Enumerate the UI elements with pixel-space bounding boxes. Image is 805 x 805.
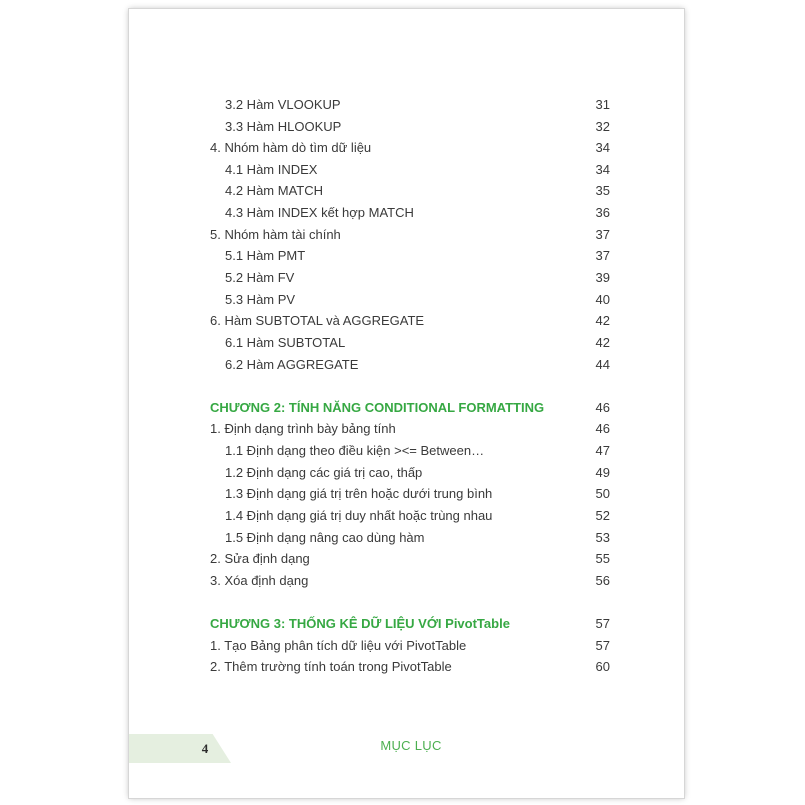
toc-entry-label: 3.2 Hàm VLOOKUP xyxy=(225,97,341,112)
toc-entry-label: 6.2 Hàm AGGREGATE xyxy=(225,357,359,372)
toc-entry-label: 5.3 Hàm PV xyxy=(225,292,296,307)
chapter-title: CHƯƠNG 3: THỐNG KÊ DỮ LIỆU VỚI PivotTable xyxy=(210,616,510,631)
toc-entry-label: 1. Tạo Bảng phân tích dữ liệu với PivotTable xyxy=(210,638,467,653)
toc-entry-label: 4.2 Hàm MATCH xyxy=(225,183,323,198)
toc-entry-label: 4. Nhóm hàm dò tìm dữ liệu xyxy=(210,140,372,155)
toc-entry-label: 3. Xóa định dạng xyxy=(210,573,309,588)
chapter-title: CHƯƠNG 2: TÍNH NĂNG CONDITIONAL FORMATTING xyxy=(210,400,545,415)
toc-entry-page: 56 xyxy=(595,573,610,588)
toc-entry-page: 35 xyxy=(595,183,610,198)
running-head: MỤC LỤC xyxy=(380,738,442,753)
toc-entry-page: 46 xyxy=(595,400,610,415)
toc-entry-label: 4.3 Hàm INDEX kết hợp MATCH xyxy=(225,205,414,220)
page-number: 4 xyxy=(201,741,209,756)
toc-entry-page: 34 xyxy=(595,140,610,155)
toc-entry-page: 57 xyxy=(595,616,610,631)
toc-entry-label: 5.2 Hàm FV xyxy=(225,270,295,285)
toc-entry-page: 42 xyxy=(595,335,610,350)
toc-entry-page: 31 xyxy=(595,97,610,112)
toc-entry-label: 6.1 Hàm SUBTOTAL xyxy=(225,335,346,350)
toc-entry-label: 1.4 Định dạng giá trị duy nhất hoặc trùng nhau xyxy=(225,508,493,523)
toc-entry-page: 55 xyxy=(595,551,610,566)
toc-entry-page: 49 xyxy=(595,465,610,480)
toc-entry-label: 3.3 Hàm HLOOKUP xyxy=(225,119,342,134)
toc-entry-label: 2. Sửa định dạng xyxy=(210,551,310,566)
toc-entry-label: 5.1 Hàm PMT xyxy=(225,248,306,263)
toc-entry-page: 32 xyxy=(595,119,610,134)
toc-entry-label: 2. Thêm trường tính toán trong PivotTable xyxy=(210,659,452,674)
toc-entry-label: 1.5 Định dạng nâng cao dùng hàm xyxy=(225,530,425,545)
toc-entry-page: 42 xyxy=(595,313,610,328)
toc-entry-page: 44 xyxy=(595,357,610,372)
toc-entry-label: 4.1 Hàm INDEX xyxy=(225,162,318,177)
toc-entry-page: 34 xyxy=(595,162,610,177)
toc-entry-label: 6. Hàm SUBTOTAL và AGGREGATE xyxy=(210,313,425,328)
toc-entry-page: 37 xyxy=(595,227,610,242)
toc-entry-page: 37 xyxy=(595,248,610,263)
toc-entry-page: 40 xyxy=(595,292,610,307)
toc-entry-page: 52 xyxy=(595,508,610,523)
toc-entry-label: 1. Định dạng trình bày bảng tính xyxy=(210,421,396,436)
toc-entry-page: 47 xyxy=(595,443,610,458)
book-page xyxy=(129,9,684,798)
toc-entry-label: 1.3 Định dạng giá trị trên hoặc dưới trung bình xyxy=(225,486,493,501)
table-of-contents xyxy=(129,9,684,798)
toc-entry-page: 46 xyxy=(595,421,610,436)
toc-entry-label: 1.1 Định dạng theo điều kiện ><= Between… xyxy=(225,443,485,458)
toc-entry-page: 60 xyxy=(595,659,610,674)
toc-entry-page: 53 xyxy=(595,530,610,545)
toc-entry-page: 57 xyxy=(595,638,610,653)
toc-entry-page: 39 xyxy=(595,270,610,285)
toc-entry-label: 5. Nhóm hàm tài chính xyxy=(210,227,341,242)
toc-entry-label: 1.2 Định dạng các giá trị cao, thấp xyxy=(225,465,423,480)
toc-entry-page: 50 xyxy=(595,486,610,501)
toc-entry-page: 36 xyxy=(595,205,610,220)
